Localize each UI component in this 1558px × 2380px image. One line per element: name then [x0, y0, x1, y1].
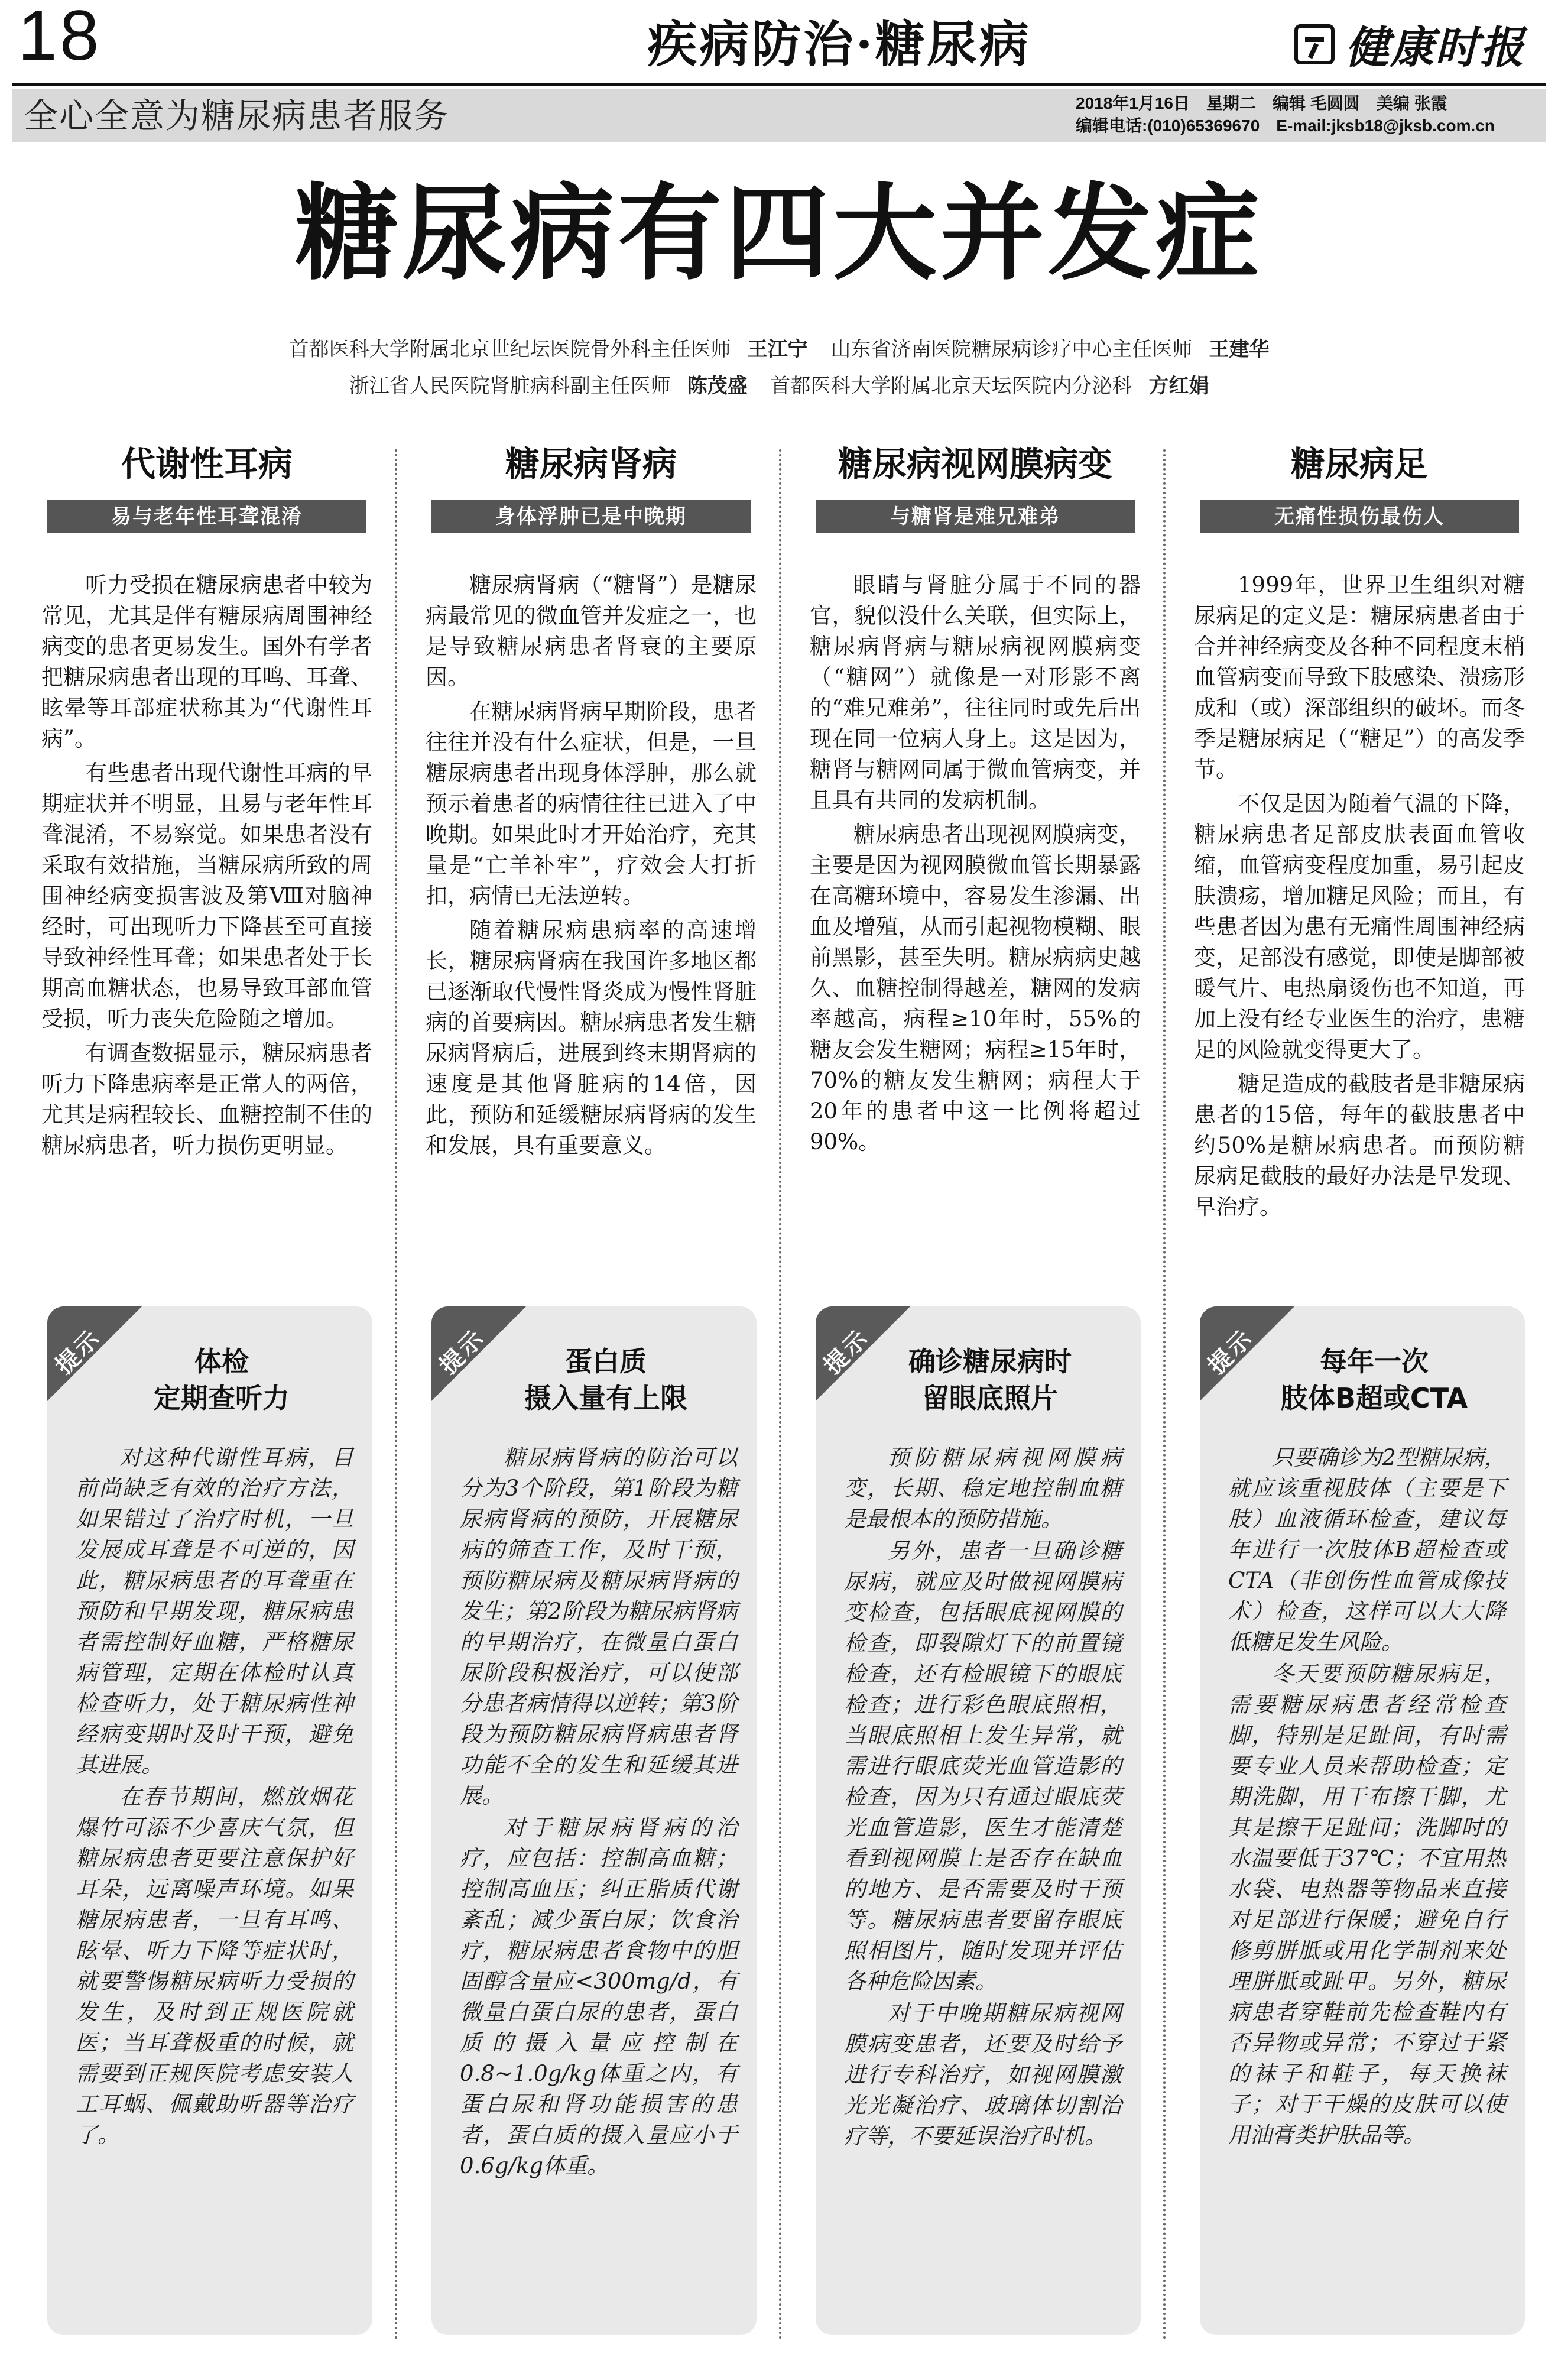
tip-title-line: 留眼底照片	[922, 1382, 1058, 1414]
byline-org: 浙江省人民医院肾脏病科副主任医师	[349, 374, 671, 398]
page-number: 18	[18, 0, 102, 75]
byline-org: 山东省济南医院糖尿病诊疗中心主任医师	[830, 338, 1193, 361]
column-retinopathy	[810, 437, 1141, 1161]
column-title: 糖尿病肾病	[505, 444, 677, 484]
column-paragraph: 糖尿病肾病（“糖肾”）是糖尿病最常见的微血管并发症之一，也是导致糖尿病患者肾衰的主要原因。	[426, 572, 757, 690]
date-editor-line: 2018年1月16日 星期二 编辑 毛圆圆 美编 张霞	[1076, 94, 1447, 112]
column-paragraph: 听力受损在糖尿病患者中较为常见，尤其是伴有糖尿病周围神经病变的患者更易发生。国外有学者把糖尿病患者出现的耳鸣、耳聋、眩晕等耳部症状称其为“代谢性耳病”。	[41, 572, 372, 751]
tip-box-hearing	[47, 1306, 372, 2335]
header-slogan: 全心全意为糖尿病患者服务	[24, 96, 450, 136]
header-rule	[12, 83, 1546, 86]
column-body	[810, 570, 1141, 1157]
tip-label: 提示	[50, 1324, 106, 1380]
tip-title	[1235, 1343, 1513, 1416]
column-title: 糖尿病视网膜病变	[838, 444, 1112, 484]
logo-text: 健康时报	[1345, 22, 1525, 73]
section-title: 疾病防治·糖尿病	[647, 15, 1031, 73]
bylines	[0, 331, 1558, 404]
column-paragraph: 1999年，世界卫生组织对糖尿病足的定义是：糖尿病患者由于合并神经病变及各种不同程度末梢血管病变而导致下肢感染、溃疡形成和（或）深部组织的破坏。而冬季是糖尿病足（“糖足”）的高发季节。	[1194, 572, 1525, 782]
tip-title-line: 确诊糖尿病时	[908, 1345, 1072, 1377]
column-divider	[779, 449, 781, 2341]
tip-box-protein	[431, 1306, 757, 2335]
column-divider	[395, 449, 397, 2341]
tip-label: 提示	[819, 1324, 875, 1380]
column-paragraph: 不仅是因为随着气温的下降，糖尿病患者足部皮肤表面血管收缩，血管病变程度加重，易引起皮肤溃疡，增加糖足风险；而且，有些患者因为患有无痛性周围神经病变，足部没有感觉，即使是脚部被暖气片、电热扇烫伤也不知道，再加上没有经专业医生的治疗，患糖足的风险就变得更大了。	[1194, 791, 1525, 1062]
tip-title-line: 肢体B超或CTA	[1280, 1382, 1468, 1414]
byline-name: 陈茂盛	[687, 374, 748, 398]
byline-name: 王江宁	[747, 338, 808, 361]
byline-row	[0, 368, 1558, 404]
tip-paragraph: 只要确诊为2型糖尿病，就应该重视肢体（主要是下肢）血液循环检查，建议每年进行一次肢体B超检查或CTA（非创伤性血管成像技术）检查，这样可以大大降低糖足发生风险。	[1228, 1445, 1506, 1655]
tip-title-line: 体检	[194, 1345, 249, 1377]
column-paragraph: 随着糖尿病患病率的高速增长，糖尿病肾病在我国许多地区都已逐渐取代慢性肾炎成为慢性肾脏病的首要病因。糖尿病患者发生糖尿病肾病后，进展到终末期肾病的速度是其他肾脏病的14倍，因此，预防和延缓糖尿病肾病的发生和发展，具有重要意义。	[426, 917, 757, 1158]
tip-paragraph: 预防糖尿病视网膜病变，长期、稳定地控制血糖是最根本的预防措施。	[844, 1445, 1122, 1532]
tip-label: 提示	[1203, 1324, 1259, 1380]
logo-icon	[1294, 24, 1335, 64]
column-paragraph: 糖尿病患者出现视网膜病变，主要是因为视网膜微血管长期暴露在高糖环境中，容易发生渗漏、出血及增殖，从而引起视物模糊、眼前黑影，甚至失明。糖尿病病史越久、血糖控制得越差，糖网的发病率越高，病程≥10年时，55%的糖友会发生糖网；病程≥15年时，70%的糖友发生糖网；病程大于20年的患者中这一比例将超过90%。	[810, 822, 1141, 1155]
tip-title-line: 每年一次	[1320, 1345, 1429, 1377]
column-paragraph: 在糖尿病肾病早期阶段，患者往往并没有什么症状，但是，一旦糖尿病患者出现身体浮肿，那么就预示着患者的病情往往已进入了中晚期。如果此时才开始治疗，充其量是“亡羊补牢”，疗效会大打折扣，病情已无法逆转。	[426, 699, 757, 909]
column-divider	[1163, 449, 1166, 2341]
tip-title-line: 摄入量有上限	[524, 1382, 687, 1414]
column-diabetic-foot	[1194, 437, 1525, 1226]
column-title: 代谢性耳病	[121, 444, 293, 484]
byline-org: 首都医科大学附属北京天坛医院内分泌科	[770, 374, 1132, 398]
tip-label: 提示	[434, 1324, 491, 1380]
tip-box-fundus	[816, 1306, 1141, 2335]
masthead-logo	[1294, 12, 1543, 77]
byline-row	[0, 331, 1558, 368]
tip-title	[83, 1343, 361, 1416]
contact-line: 编辑电话:(010)65369670 E-mail:jksb18@jksb.com.cn	[1076, 116, 1495, 135]
tip-box-limb-exam	[1200, 1306, 1525, 2335]
column-subtitle: 与糖肾是难兄难弟	[816, 500, 1135, 533]
column-paragraph: 有调查数据显示，糖尿病患者听力下降患病率是正常人的两倍，尤其是病程较长、血糖控制不佳的糖尿病患者，听力损伤更明显。	[41, 1040, 372, 1158]
column-subtitle: 易与老年性耳聋混淆	[47, 500, 366, 533]
tip-paragraph: 糖尿病肾病的防治可以分为3个阶段，第1阶段为糖尿病肾病的预防，开展糖尿病的筛查工作，及时干预，预防糖尿病及糖尿病肾病的发生；第2阶段为糖尿病肾病的早期治疗，在微量白蛋白尿阶段积极治疗，可以使部分患者病情得以逆转；第3阶段为预防糖尿病肾病患者肾功能不全的发生和延缓其进展。	[460, 1445, 738, 1808]
column-body	[41, 570, 372, 1161]
tip-title-line: 定期查听力	[154, 1382, 290, 1414]
tip-title	[467, 1343, 745, 1416]
tip-body	[1228, 1442, 1506, 2152]
byline-name: 方红娟	[1148, 374, 1209, 398]
tip-title-line: 蛋白质	[565, 1345, 647, 1377]
byline-org: 首都医科大学附属北京世纪坛医院骨外科主任医师	[288, 338, 731, 361]
column-paragraph: 眼睛与肾脏分属于不同的器官，貌似没什么关联，但实际上，糖尿病肾病与糖尿病视网膜病变（“糖网”）就像是一对形影不离的“难兄难弟”，往往同时或先后出现在同一位病人身上。这是因为，糖肾与糖网同属于微血管病变，并且具有共同的发病机制。	[810, 572, 1141, 813]
tip-title	[851, 1343, 1129, 1416]
column-title: 糖尿病足	[1290, 444, 1428, 484]
column-body	[426, 570, 757, 1161]
column-kidney-disease	[426, 437, 757, 1165]
column-subtitle: 无痛性损伤最伤人	[1200, 500, 1519, 533]
column-paragraph: 糖足造成的截肢者是非糖尿病患者的15倍，每年的截肢患者中约50%是糖尿病患者。而预防糖尿病足截肢的最好办法是早发现、早治疗。	[1194, 1071, 1525, 1220]
article-headline: 糖尿病有四大并发症	[294, 172, 1263, 294]
column-subtitle: 身体浮肿已是中晚期	[431, 500, 751, 533]
byline-name: 王建华	[1209, 338, 1270, 361]
tip-body	[76, 1442, 353, 2152]
tip-paragraph: 冬天要预防糖尿病足，需要糖尿病患者经常检查脚，特别是足趾间，有时需要专业人员来帮助检查；定期洗脚，用干布擦干脚，尤其是擦干足趾间；洗脚时的水温要低于37℃；不宜用热水袋、电热器等物品来直接对足部进行保暖；避免自行修剪胼胝或用化学制剂来处理胼胝或趾甲。另外，糖尿病患者穿鞋前先检查鞋内有否异物或异常；不穿过于紧的袜子和鞋子，每天换袜子；对于干燥的皮肤可以使用油膏类护肤品等。	[1228, 1661, 1506, 2148]
column-ear-disease	[41, 437, 372, 1165]
tip-paragraph: 对这种代谢性耳病，目前尚缺乏有效的治疗方法，如果错过了治疗时机，一旦发展成耳聋是不可逆的，因此，糖尿病患者的耳聋重在预防和早期发现，糖尿病患者需控制好血糖，严格糖尿病管理，定期在体检时认真检查听力，处于糖尿病性神经病变期时及时干预，避免其进展。	[76, 1445, 353, 1778]
tip-paragraph: 对于糖尿病肾病的治疗，应包括：控制高血糖；控制高血压；纠正脂质代谢紊乱；减少蛋白尿；饮食治疗，糖尿病患者食物中的胆固醇含量应<300mg/d，有微量白蛋白尿的患者，蛋白质的摄入量应控制在0.8~1.0g/kg体重之内，有蛋白尿和肾功能损害的患者，蛋白质的摄入量应小于0.6g/kg体重。	[460, 1815, 738, 2178]
tip-paragraph: 在春节期间，燃放烟花爆竹可添不少喜庆气氛，但糖尿病患者更要注意保护好耳朵，远离噪声环境。如果糖尿病患者，一旦有耳鸣、眩晕、听力下降等症状时，就要警惕糖尿病听力受损的发生，及时到正规医院就医；当耳聋极重的时候，就需要到正规医院考虑安装人工耳蜗、佩戴助听器等治疗了。	[76, 1784, 353, 2148]
tip-paragraph: 另外，患者一旦确诊糖尿病，就应及时做视网膜病变检查，包括眼底视网膜的检查，即裂隙灯下的前置镜检查，还有检眼镜下的眼底检查；进行彩色眼底照相，当眼底照相上发生异常，就需进行眼底荧光血管造影的检查，因为只有通过眼底荧光血管造影，医生才能清楚看到视网膜上是否存在缺血的地方、是否需要及时干预等。糖尿病患者要留存眼底照相图片，随时发现并评估各种危险因素。	[844, 1538, 1122, 1994]
tip-body	[460, 1442, 738, 2183]
column-paragraph: 有些患者出现代谢性耳病的早期症状并不明显，且易与老年性耳聋混淆，不易察觉。如果患者没有采取有效措施，当糖尿病所致的周围神经病变损害波及第Ⅷ对脑神经时，可出现听力下降甚至可直接导致神经性耳聋；如果患者处于长期高血糖状态，也易导致耳部血管受损，听力丧失危险随之增加。	[41, 760, 372, 1032]
header-meta	[1076, 92, 1543, 137]
column-body	[1194, 570, 1525, 1223]
tip-body	[844, 1442, 1122, 2153]
tip-paragraph: 对于中晚期糖尿病视网膜病变患者，还要及时给予进行专科治疗，如视网膜激光光凝治疗、玻璃体切割治疗等，不要延误治疗时机。	[844, 2000, 1122, 2149]
